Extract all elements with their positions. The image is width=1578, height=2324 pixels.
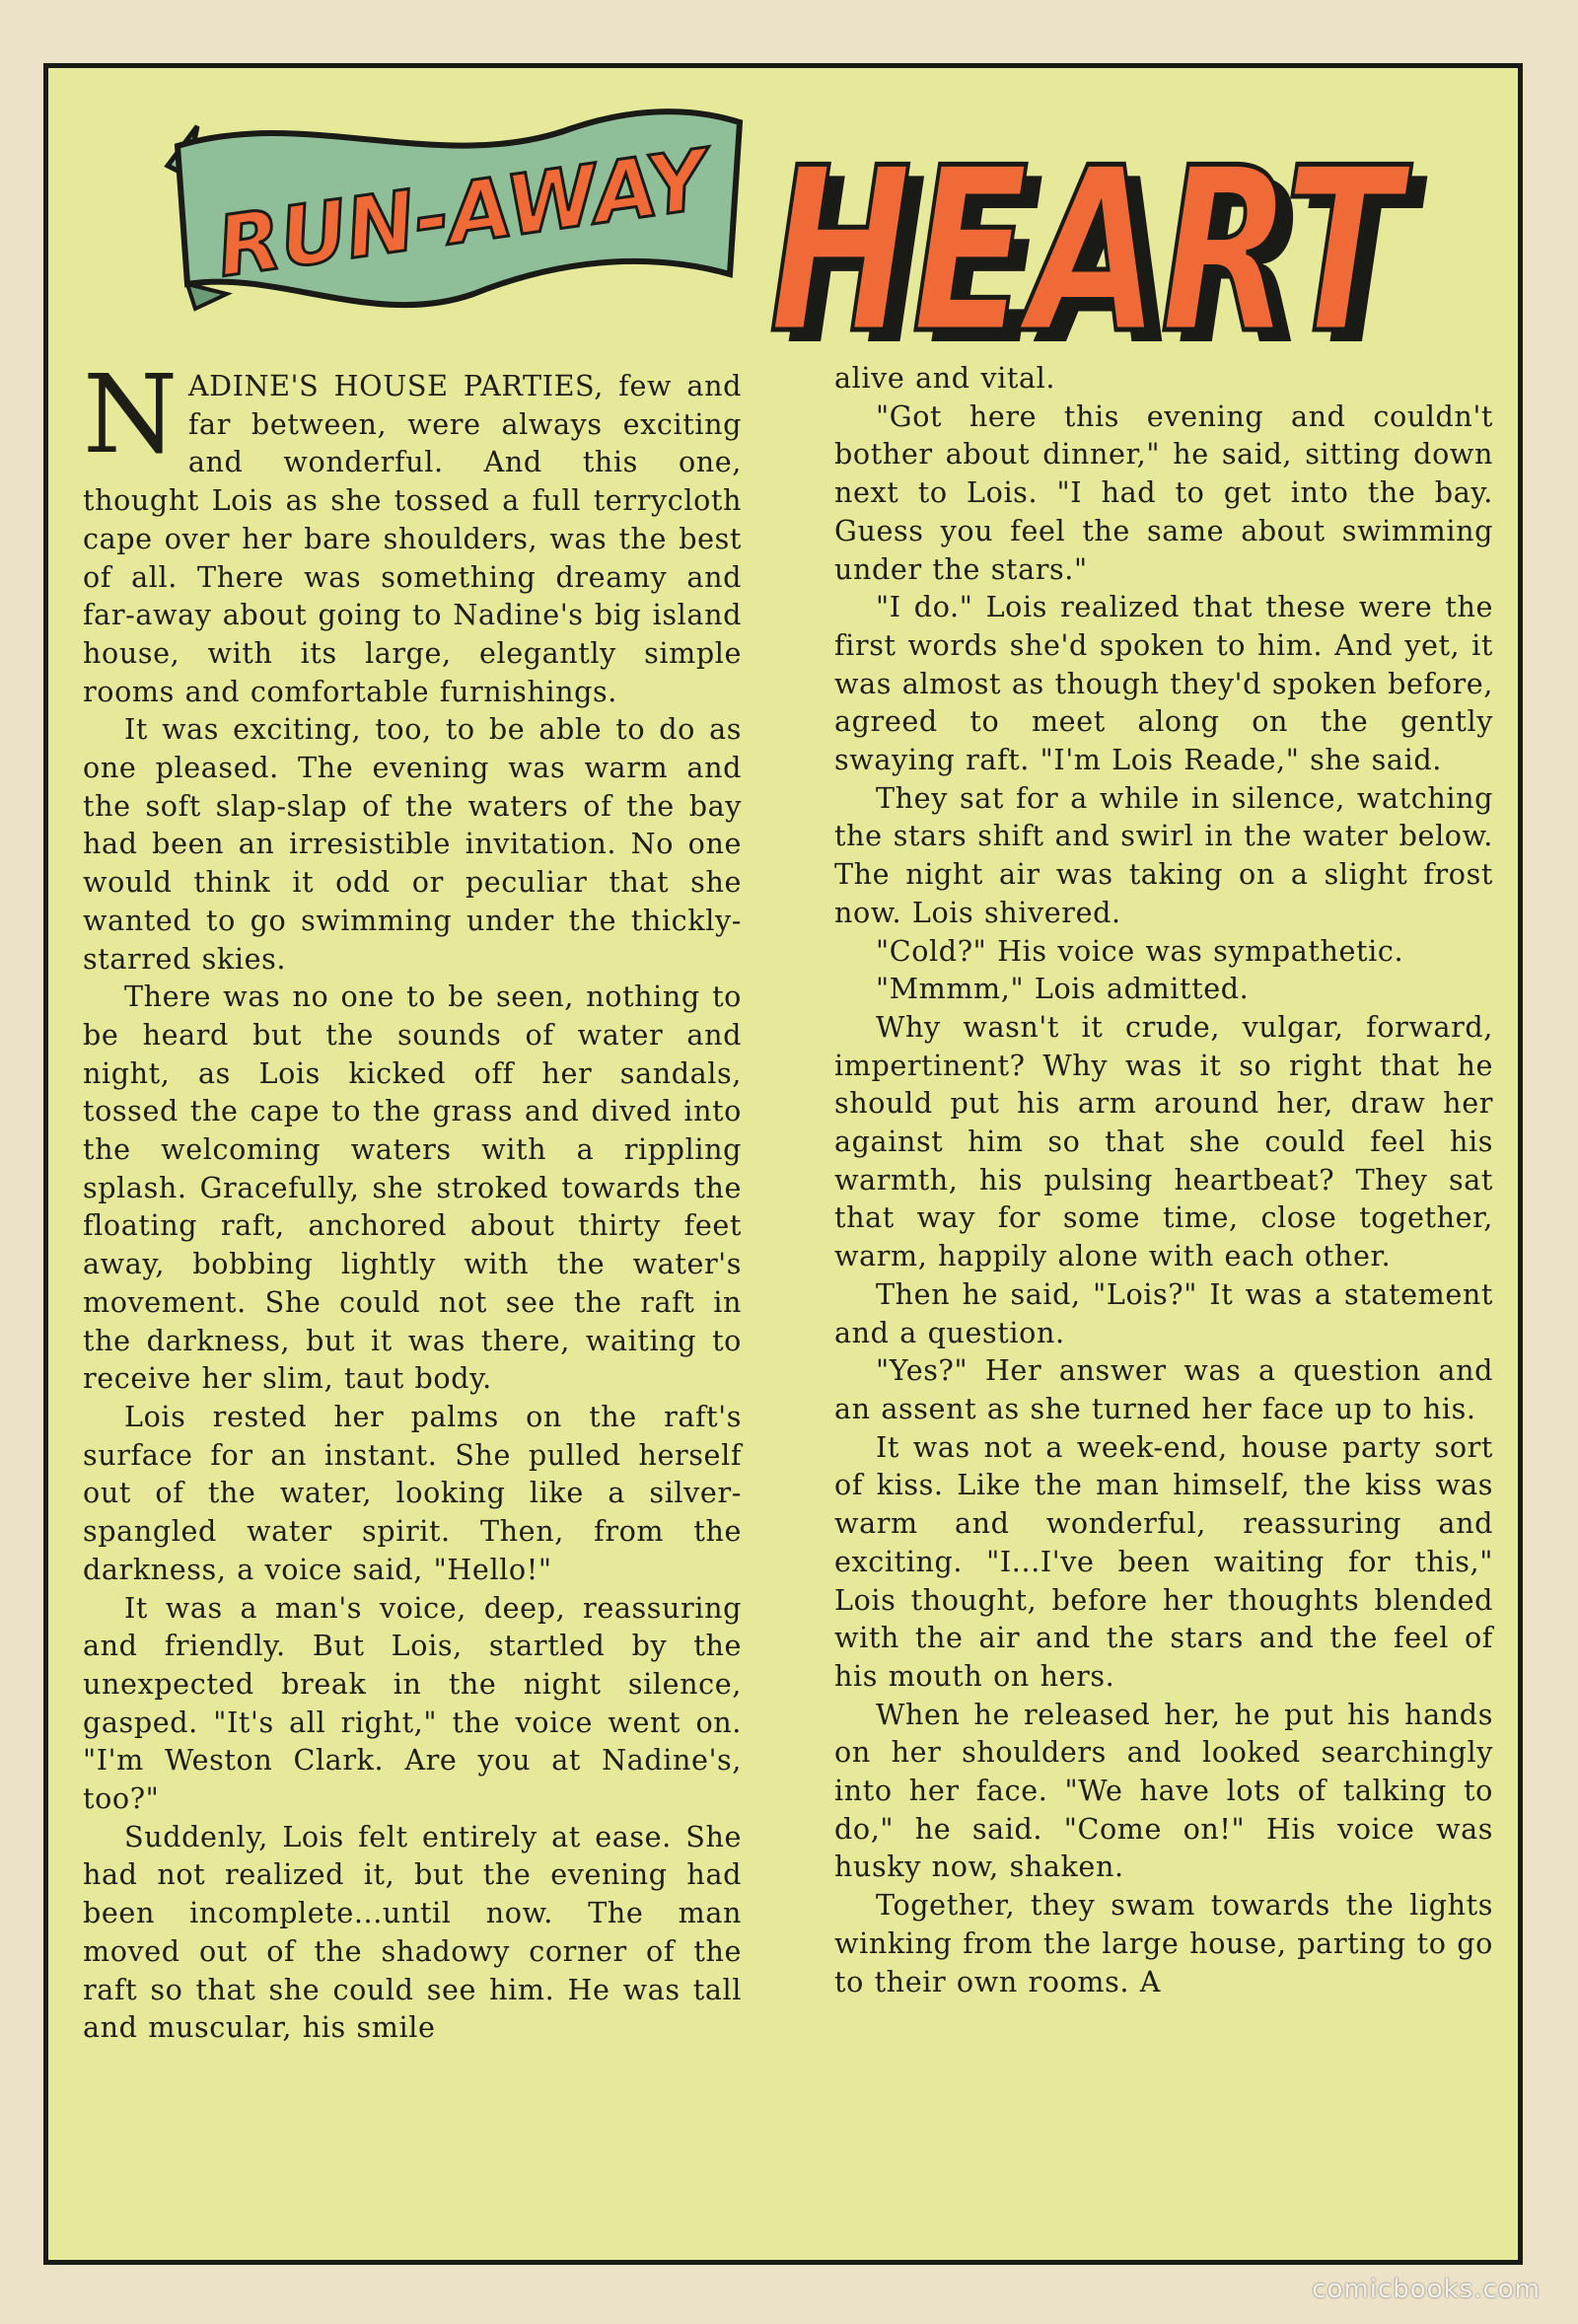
paragraph: It was not a week-end, house party sort of kiss. Like the man himself, the kiss was warm and wonderful, reassuring and exciting. "I...I've been waiting for this," Lois thought, before her thoughts blended with the air and the stars and the feel of his mouth on hers.: [834, 1429, 1493, 1693]
paragraph: Together, they swam towards the lights winking from the large house, parting to go to their own rooms. A: [834, 1888, 1493, 1998]
paragraph: [83, 351, 742, 710]
watermark: comicbooks.com: [1312, 2275, 1541, 2304]
paragraph: It was a man's voice, deep, reassuring and friendly. But Lois, startled by the unexpected break in the night silence, gasped. "It's all right," the voice went on. "I'm Weston Clark. Are you at Nadine's, too?": [83, 1590, 742, 1816]
paragraph: It was exciting, too, to be able to do as one pleased. The evening was warm and the soft slap-slap of the waters of the bay had been an irresistible invitation. No one would think it odd or peculiar that she wanted to go swimming under the thickly-starred skies.: [83, 712, 742, 976]
title-banner: [168, 111, 740, 309]
paragraph: Why wasn't it crude, vulgar, forward, impertinent? Why was it so right that he should put his arm around her, draw her against him so that she could feel his warmth, his pulsing heartbeat? They sat that way for some time, close together, warm, happily alone with each other.: [834, 1009, 1493, 1273]
paragraph: Lois rested her palms on the raft's surface for an instant. She pulled herself out of the water, looking like a silver-spangled water spirit. Then, from the darkness, a voice said, "Hello!": [83, 1399, 742, 1586]
paragraph: "Mmmm," Lois admitted.: [876, 972, 1250, 1006]
paragraph: Suddenly, Lois felt entirely at ease. She had not realized it, but the evening had been incomplete...until now. The man moved out of the shadowy corner of the raft so that she could see him. He was tall and muscular, his smile: [83, 1819, 742, 2045]
paragraph: There was no one to be seen, nothing to be heard but the sounds of water and night, as Lois kicked off her sandals, tossed the cape to the grass and dived into the welcoming waters with a rippling splash. Gracefully, she stroked towards the floating raft, anchored about thirty feet away, bobbing lightly with the water's movement. She could not see the raft in the darkness, but it was there, waiting to receive her slim, taut body.: [83, 980, 742, 1396]
paragraph: Then he said, "Lois?" It was a statement and a question.: [834, 1276, 1493, 1349]
title-main-text: HEART: [769, 120, 1413, 379]
paragraph: "Yes?" Her answer was a question and an assent as she turned her face up to his.: [834, 1353, 1493, 1425]
title-banner-text: RUN-AWAY: [211, 130, 718, 296]
paragraph: "Got here this evening and couldn't bother about dinner," he said, sitting down next to Lois. "I had to get into the bay. Guess you feel the same about swimming under the stars.": [834, 399, 1493, 586]
paragraph: When he released her, he put his hands on her shoulders and looked searchingly into her face. "We have lots of talking to do," he said. "Come on!" His voice was husky now, shaken.: [834, 1697, 1493, 1884]
title-main-text-shadow: HEART: [785, 132, 1429, 379]
story-column-left: [83, 351, 742, 2047]
paragraph: "I do." Lois realized that these were the first words she'd spoken to him. And yet, it was almost as though they'd spoken before, agreed to meet along on the gently swaying raft. "I'm Lois Reade," she said.: [834, 590, 1493, 777]
story-title-logo: [148, 107, 1440, 379]
drop-cap: N: [83, 351, 179, 477]
paragraph: alive and vital.: [834, 361, 1056, 395]
paragraph: They sat for a while in silence, watching the stars shift and swirl in the water below. The night air was taking on a slight frost now. Lois shivered.: [834, 780, 1493, 929]
paragraph: "Cold?" His voice was sympathetic.: [876, 933, 1404, 968]
paragraph-text: ADINE'S HOUSE PARTIES, few and far between, were always exciting and wonderful. And this one, thought Lois as she tossed a full terrycloth cape over her bare shoulders, was the best of all. There was something dreamy and far-away about going to Nadine's big island house, with its large, elegantly simple rooms and comfortable furnishings.: [83, 369, 742, 708]
story-column-right: [834, 359, 1493, 2000]
